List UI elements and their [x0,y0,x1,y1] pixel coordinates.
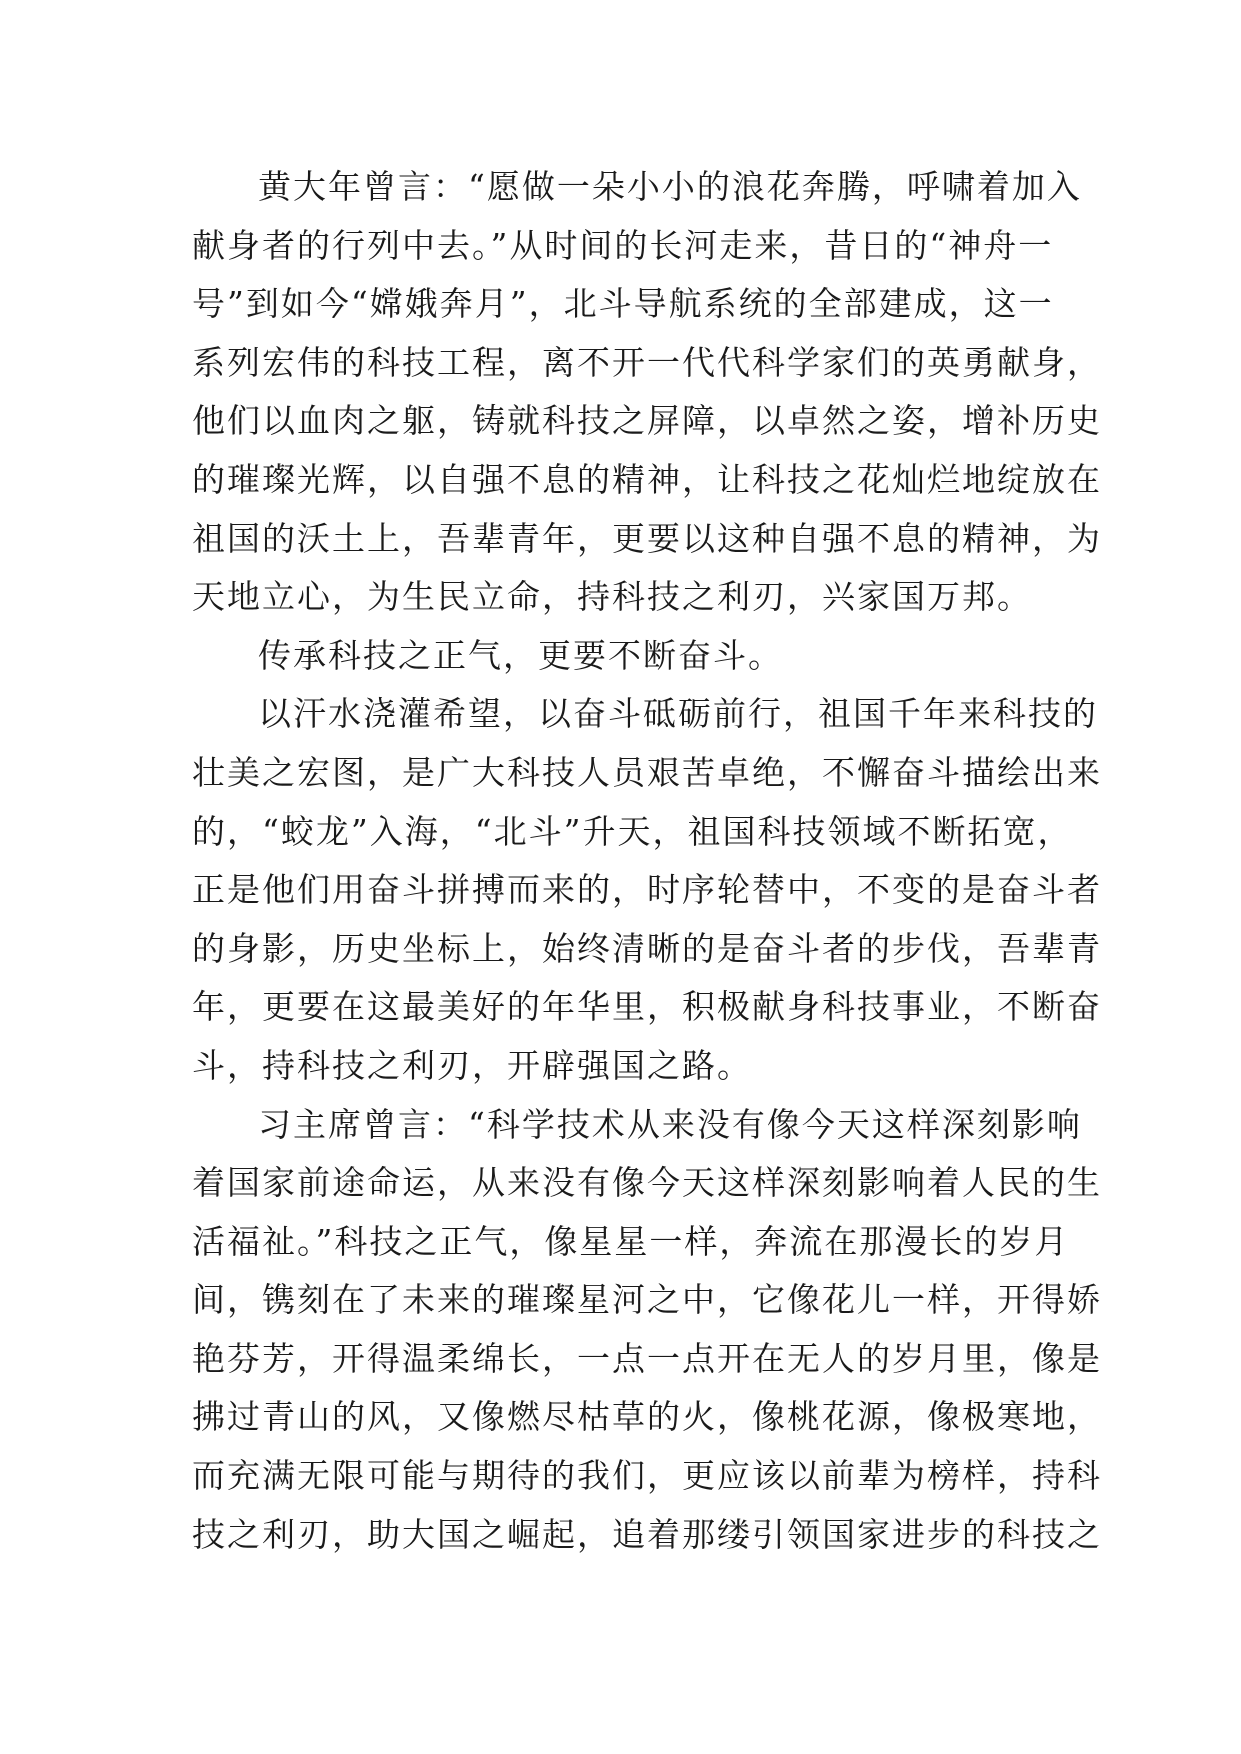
paragraph-line: 年，更要在这最美好的年华里，积极献身科技事业，不断奋 [192,987,1102,1027]
paragraph-line: 的身影，历史坐标上，始终清晰的是奋斗者的步伐，吾辈青 [192,928,1102,968]
paragraph-line: 天地立心，为生民立命，持科技之利刃，兴家国万邦。 [192,577,1032,617]
paragraph-line: 着国家前途命运，从来没有像今天这样深刻影响着人民的生 [192,1163,1102,1203]
paragraph-line: 传承科技之正气，更要不断奋斗。 [258,635,783,675]
paragraph-line: 间，镌刻在了未来的璀璨星河之中，它像花儿一样，开得娇 [192,1280,1102,1320]
paragraph-line: 号”到如今“嫦娥奔月”，北斗导航系统的全部建成，这一 [192,284,1054,324]
paragraph-line: 献身者的行列中去。”从时间的长河走来，昔日的“神舟一 [192,225,1054,265]
paragraph-line: 艳芬芳，开得温柔绵长，一点一点开在无人的岁月里，像是 [192,1338,1102,1378]
paragraph-line: 黄大年曾言：“愿做一朵小小的浪花奔腾，呼啸着加入 [258,167,1082,206]
paragraph-line: 活福祉。”科技之正气，像星星一样，奔流在那漫长的岁月 [192,1221,1070,1261]
body-text [192,158,1102,1564]
paragraph-line: 习主席曾言：“科学技术从来没有像今天这样深刻影响 [258,1104,1082,1144]
paragraph-line: 他们以血肉之躯，铸就科技之屏障，以卓然之姿，增补历史 [192,401,1102,441]
paragraph-line: 拂过青山的风，又像燃尽枯草的火，像桃花源，像极寒地， [192,1397,1102,1437]
paragraph-line: 技之利刃，助大国之崛起，追着那缕引领国家进步的科技之 [192,1514,1102,1554]
paragraph-line: 祖国的沃土上，吾辈青年，更要以这种自强不息的精神，为 [192,518,1102,558]
paragraph-line: 斗，持科技之利刃，开辟强国之路。 [192,1045,752,1085]
paragraph-line: 的璀璨光辉，以自强不息的精神，让科技之花灿烂地绽放在 [192,459,1102,499]
paragraph-line: 的，“蛟龙”入海，“北斗”升天，祖国科技领域不断拓宽， [192,811,1073,851]
paragraph-line: 壮美之宏图，是广大科技人员艰苦卓绝，不懈奋斗描绘出来 [192,752,1102,792]
paragraph-line: 而充满无限可能与期待的我们，更应该以前辈为榜样，持科 [192,1456,1102,1496]
paragraph-line: 以汗水浇灌希望，以奋斗砥砺前行，祖国千年来科技的 [258,694,1098,734]
paragraph-line: 正是他们用奋斗拼搏而来的，时序轮替中，不变的是奋斗者 [192,870,1102,910]
paragraph-line: 系列宏伟的科技工程，离不开一代代科学家们的英勇献身， [192,342,1102,382]
